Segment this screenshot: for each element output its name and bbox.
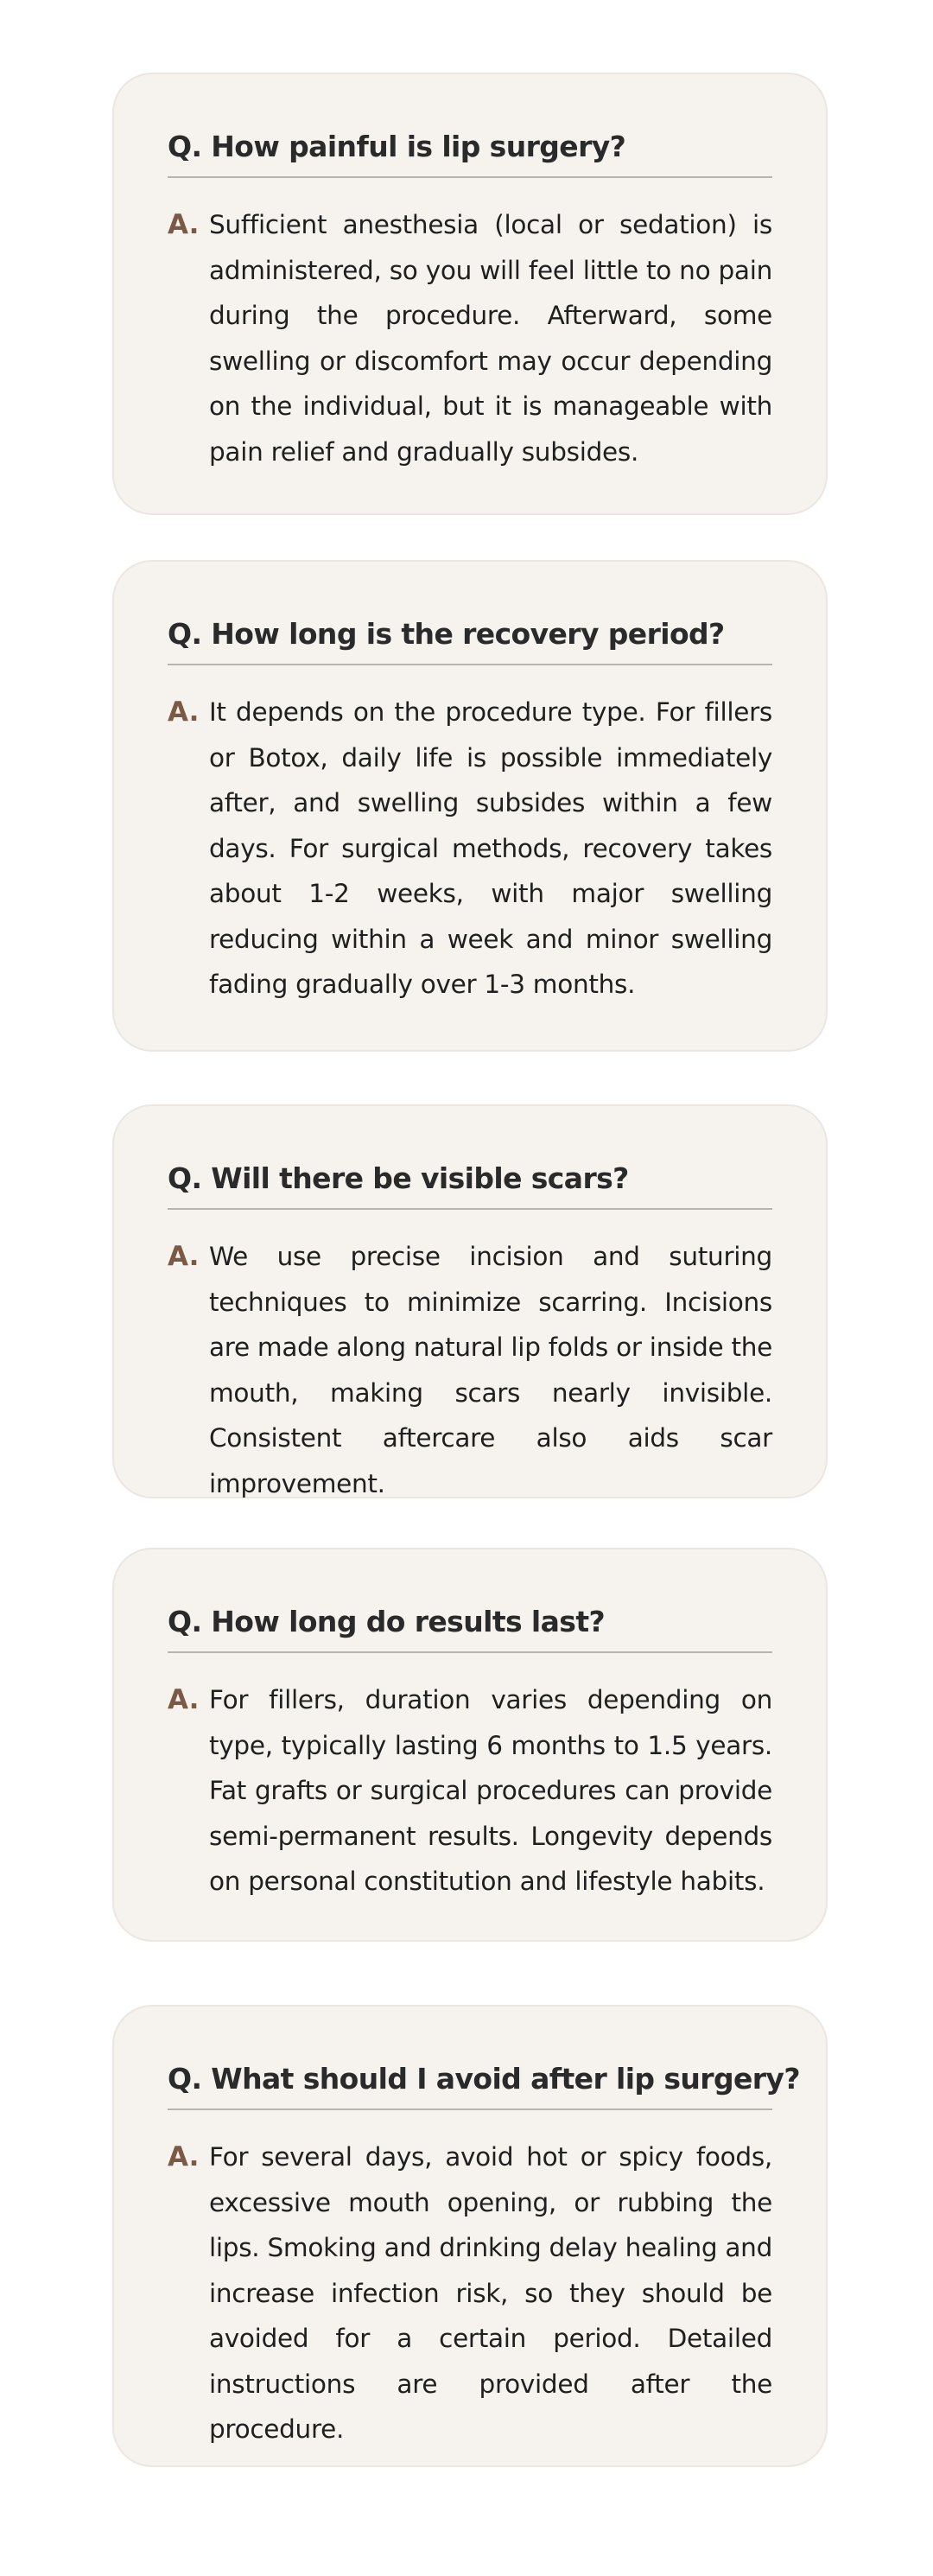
faq-card-pain — [112, 73, 828, 515]
faq-answer — [168, 2134, 772, 2452]
faq-divider — [168, 1208, 772, 1210]
faq-answer — [168, 1234, 772, 1506]
answer-marker: A. — [168, 2141, 200, 2172]
faq-card-scars — [112, 1104, 828, 1498]
faq-card-avoid — [112, 2005, 828, 2467]
answer-marker: A. — [168, 209, 200, 240]
faq-divider — [168, 664, 772, 665]
faq-answer — [168, 202, 772, 474]
faq-answer — [168, 690, 772, 1008]
faq-question: Q. Will there be visible scars? — [168, 1161, 629, 1195]
answer-marker: A. — [168, 1684, 200, 1715]
faq-answer — [168, 1677, 772, 1905]
faq-question: Q. How long do results last? — [168, 1605, 606, 1638]
faq-divider — [168, 1651, 772, 1653]
faq-divider — [168, 176, 772, 178]
faq-card-recovery — [112, 560, 828, 1052]
answer-marker: A. — [168, 696, 200, 728]
answer-text: Sufficient anesthesia (local or sedation) is administered, so you will feel little to no pain during the procedure. Afterward, some swelling or discomfort may occur depending on the individual, but it is manageable with pain relief and gradually subsides. — [209, 210, 772, 467]
faq-question: Q. What should I avoid after lip surgery? — [168, 2062, 800, 2096]
faq-card-results — [112, 1548, 828, 1942]
answer-text: For fillers, duration varies depending on type, typically lasting 6 months to 1.5 years. Fat grafts or surgical procedures can provide semi-permanent results. Longevity depends on personal constitution and lifestyle habits. — [209, 1685, 772, 1896]
faq-question: Q. How long is the recovery period? — [168, 617, 725, 651]
answer-marker: A. — [168, 1241, 200, 1272]
answer-text: We use precise incision and suturing techniques to minimize scarring. Incisions are made along natural lip folds or inside the mouth, making scars nearly invisible. Consistent aftercare also aids scar improvement. — [209, 1242, 772, 1498]
answer-text: It depends on the procedure type. For fillers or Botox, daily life is possible immediately after, and swelling subsides within a few days. For surgical methods, recovery takes about 1-2 weeks, with major swelling reducing within a week and minor swelling fading gradually over 1-3 months. — [209, 697, 772, 999]
answer-text: For several days, avoid hot or spicy foods, excessive mouth opening, or rubbing the lips. Smoking and drinking delay healing and increase infection risk, so they should be avoided for a certain period. Detailed instructions are provided after the procedure. — [209, 2142, 772, 2444]
faq-divider — [168, 2109, 772, 2110]
faq-question: Q. How painful is lip surgery? — [168, 130, 626, 163]
